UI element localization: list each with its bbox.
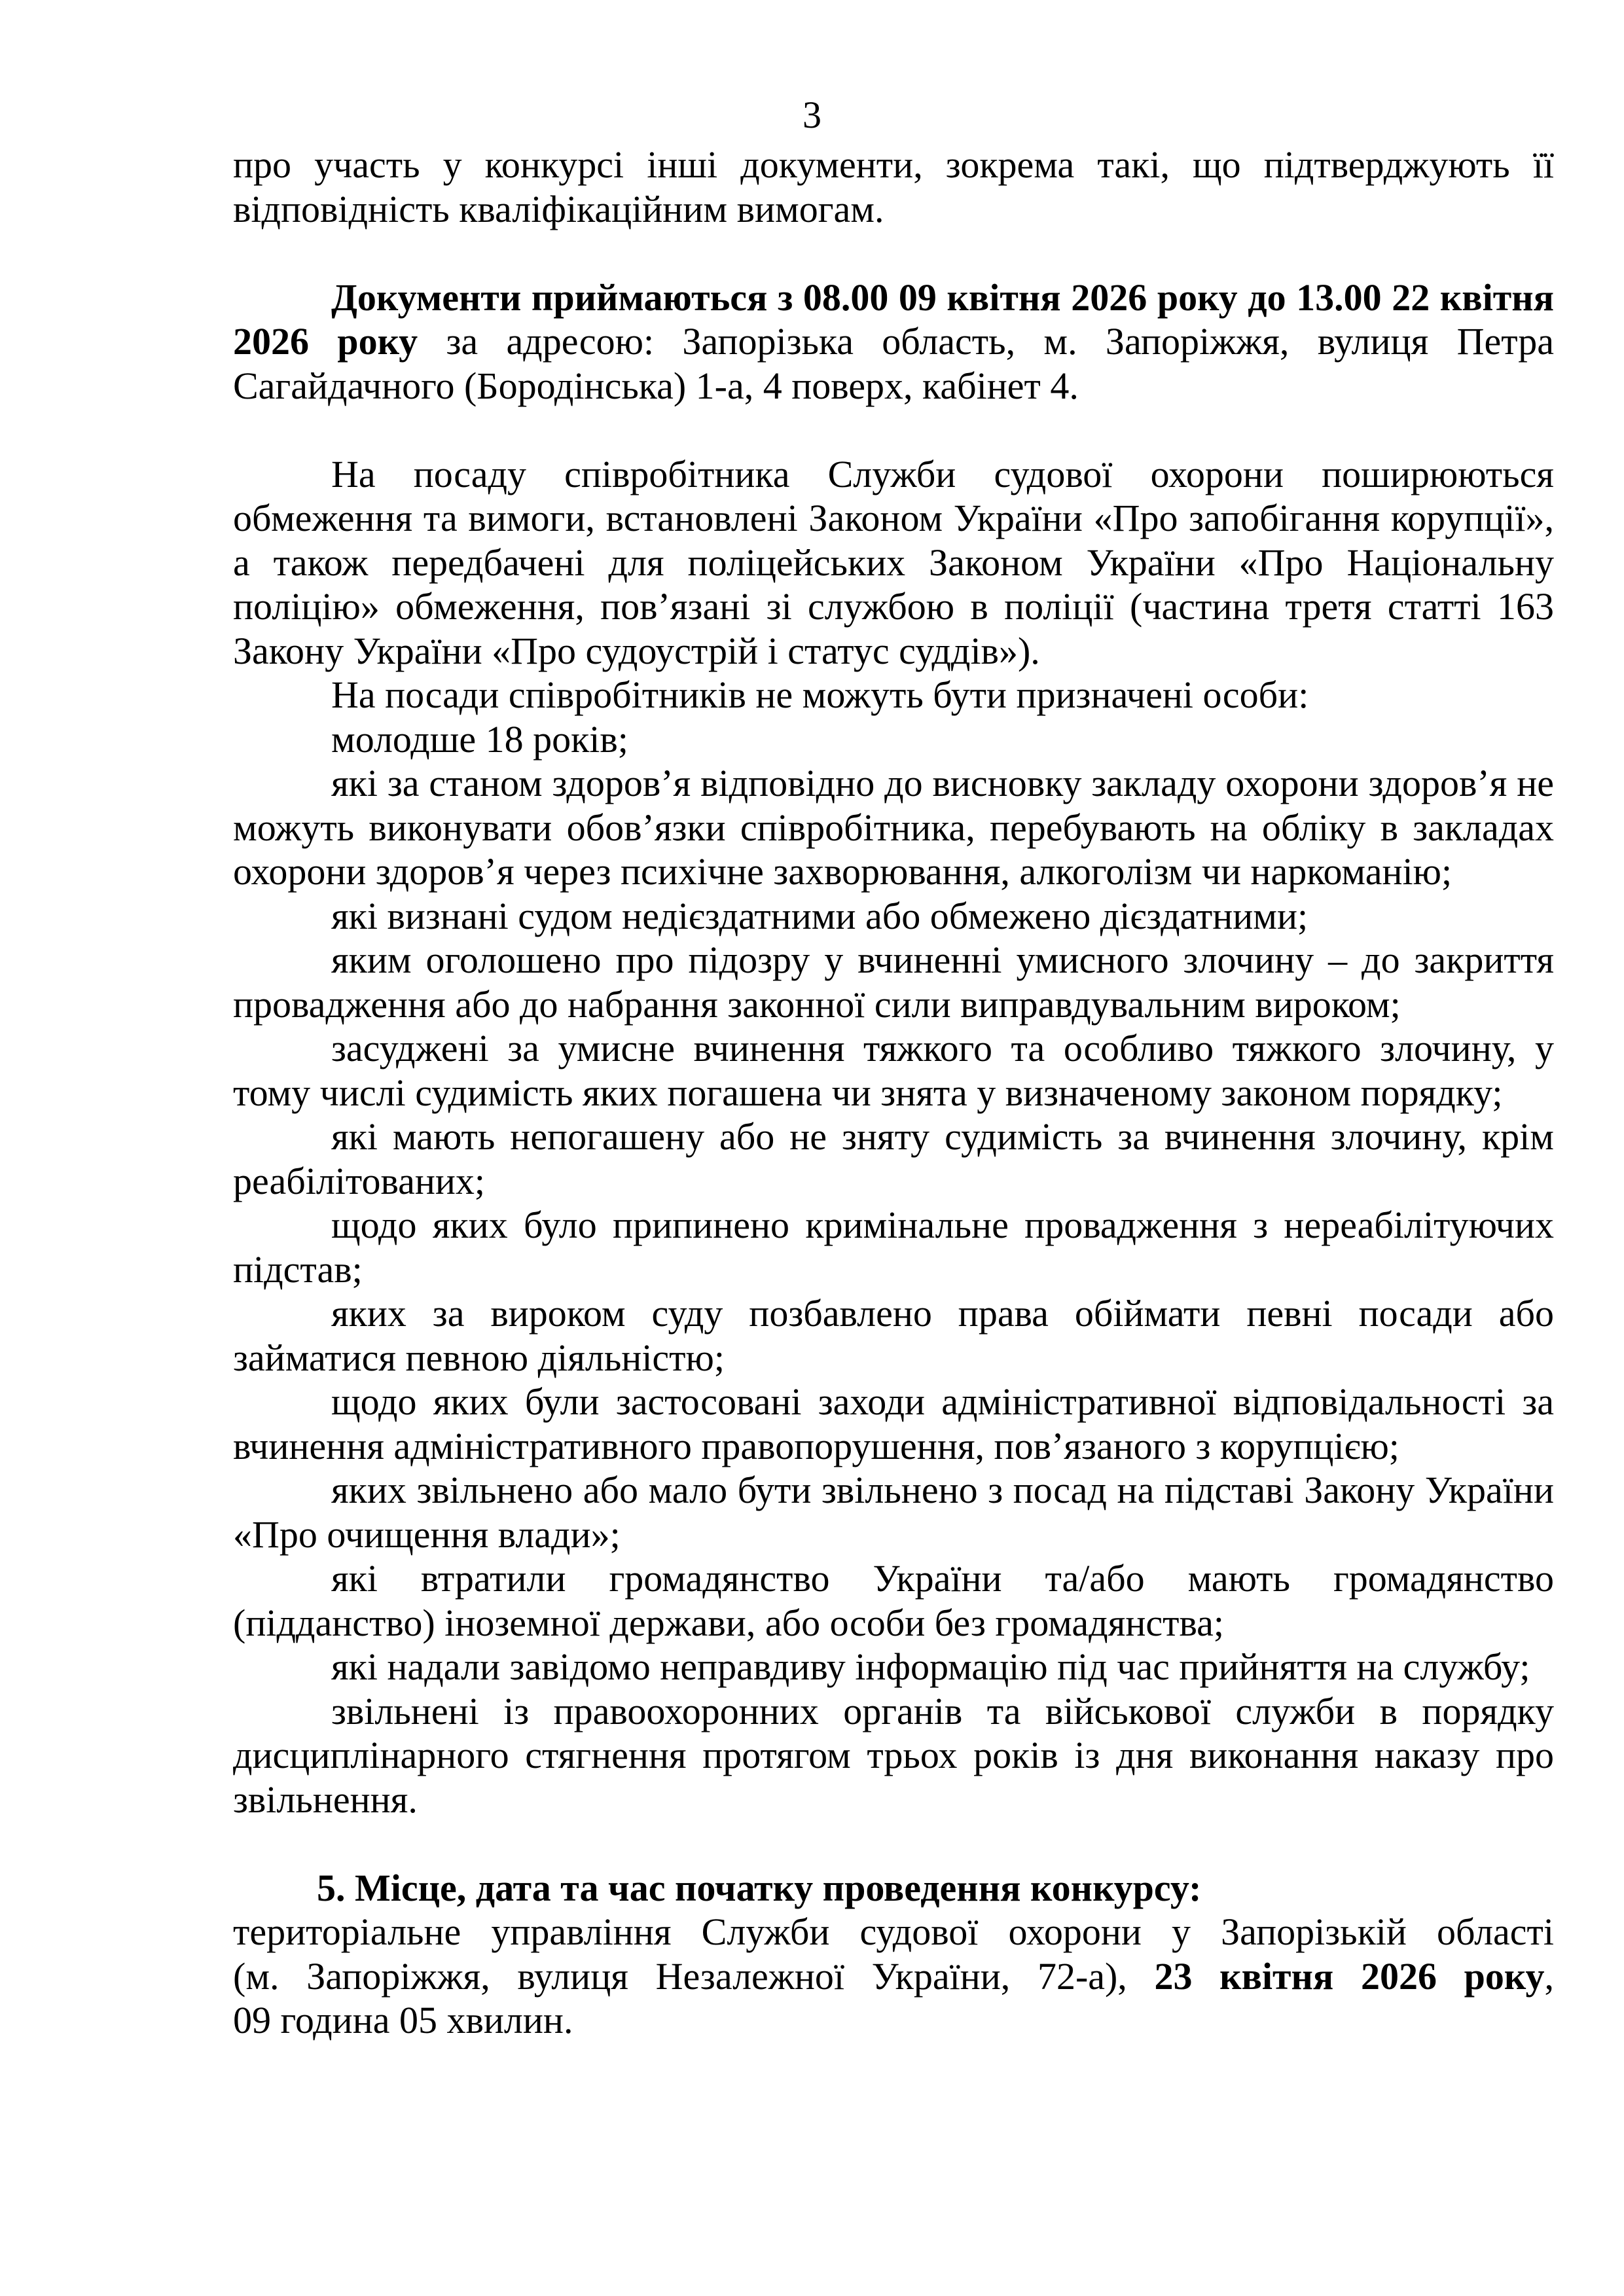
text-line (233, 850, 1554, 894)
text: На посади співробітників не можуть бути призначені особи: (331, 673, 1309, 716)
text: можуть виконувати обов’язки співробітника, перебувають на обліку в закладах (233, 806, 1554, 849)
text: засуджені за умисне вчинення тяжкого та особливо тяжкого злочину, у (331, 1027, 1554, 1069)
text-line (233, 584, 1554, 629)
text-line (233, 1556, 1554, 1601)
text: які втратили громадянство України та/або мають громадянство (331, 1557, 1554, 1600)
text-line (233, 319, 1554, 364)
text-line (233, 717, 1554, 762)
text-line (233, 1247, 1554, 1292)
text-line (233, 1115, 1554, 1159)
text-line (233, 1380, 1554, 1424)
bold-text: Документи приймаються з 08.00 09 квітня 2026 року до 13.00 22 квітня (331, 276, 1554, 319)
text: звільнені із правоохоронних органів та військової служби в порядку (331, 1689, 1554, 1732)
blank-line (233, 408, 1554, 452)
text: про участь у конкурсі інші документи, зокрема такі, що підтверджують її (233, 143, 1554, 186)
document-body (233, 143, 1554, 2043)
text-line (233, 1336, 1554, 1380)
text: які визнані судом недієздатними або обмежено дієздатними; (331, 894, 1308, 937)
text-line (233, 673, 1554, 717)
text-line (233, 1071, 1554, 1115)
text: Закону України «Про судоустрій і статус суддів»). (233, 629, 1040, 672)
text-line (233, 629, 1554, 673)
text-line (233, 938, 1554, 982)
text: реабілітованих; (233, 1159, 486, 1202)
text: «Про очищення влади»; (233, 1513, 621, 1556)
text-line (233, 1866, 1554, 1910)
text-line (233, 496, 1554, 541)
text: звільнення. (233, 1778, 418, 1821)
text: які надали завідомо неправдиву інформацію під час прийняття на службу; (331, 1645, 1530, 1688)
page-number: 3 (803, 94, 821, 136)
blank-line (233, 1821, 1554, 1866)
text-line (233, 1424, 1554, 1469)
text: 09 година 05 хвилин. (233, 1999, 573, 2041)
text: На посаду співробітника Служби судової охорони поширюються (331, 452, 1554, 495)
text: охорони здоров’я через психічне захворювання, алкоголізм чи наркоманію; (233, 850, 1453, 893)
text: Сагайдачного (Бородінська) 1-а, 4 поверх, кабінет 4. (233, 364, 1079, 407)
text-line (233, 1291, 1554, 1336)
text: яких за вироком суду позбавлено права обіймати певні посади або (331, 1292, 1554, 1335)
bold-text: 23 квітня 2026 року (1154, 1954, 1545, 1998)
text-line (233, 541, 1554, 585)
text: провадження або до набрання законної сили виправдувальним вироком; (233, 982, 1401, 1026)
text: щодо яких було припинено кримінальне провадження з нереабілітуючих (331, 1204, 1554, 1246)
text-line (233, 982, 1554, 1027)
text: територіальне управління Служби судової охорони у Запорізькій області (233, 1910, 1554, 1953)
text-line (233, 894, 1554, 939)
text: які мають непогашену або не зняту судимість за вчинення злочину, крім (331, 1115, 1554, 1158)
text-line (233, 1159, 1554, 1204)
text-line (233, 1601, 1554, 1645)
text: яким оголошено про підозру у вчиненні умисного злочину – до закриття (331, 939, 1554, 981)
text-line (233, 1910, 1554, 1954)
text-line (233, 452, 1554, 497)
text-line (233, 1203, 1554, 1247)
text-line (233, 1026, 1554, 1071)
text: дисциплінарного стягнення протягом трьох років із дня виконання наказу про (233, 1734, 1554, 1776)
text: займатися певною діяльністю; (233, 1336, 725, 1379)
text-line (233, 187, 1554, 232)
bold-text: 5. Місце, дата та час початку проведення конкурсу: (317, 1866, 1202, 1909)
text-line (233, 364, 1554, 408)
text: вчинення адміністративного правопорушення, пов’язаного з корупцією; (233, 1424, 1399, 1467)
text-line (233, 276, 1554, 320)
text: (м. Запоріжжя, вулиця Незалежної України, 72-а), (233, 1954, 1155, 1998)
text: а також передбачені для поліцейських Законом України «Про Національну (233, 541, 1554, 584)
text-line (233, 806, 1554, 850)
text: за адресою: Запорізька область, м. Запоріжжя, вулиця Петра (418, 320, 1554, 363)
text-line (233, 1513, 1554, 1557)
text: тому числі судимість яких погашена чи знята у визначеному законом порядку; (233, 1071, 1503, 1114)
text-line (233, 1778, 1554, 1822)
text-line (233, 1468, 1554, 1513)
bold-text: 2026 року (233, 320, 418, 363)
text: яких звільнено або мало бути звільнено з посад на підставі Закону України (331, 1469, 1554, 1511)
text: обмеження та вимоги, встановлені Законом України «Про запобігання корупції», (233, 497, 1554, 539)
text: які за станом здоров’я відповідно до висновку закладу охорони здоров’я не (331, 762, 1554, 804)
text-line (233, 1689, 1554, 1734)
text-line (233, 1998, 1554, 2043)
text: поліцію» обмеження, пов’язані зі службою в поліції (частина третя статті 163 (233, 585, 1554, 628)
text: щодо яких були застосовані заходи адміністративної відповідальності за (331, 1380, 1554, 1423)
text: відповідність кваліфікаційним вимогам. (233, 187, 884, 230)
blank-line (233, 231, 1554, 276)
text: , (1544, 1954, 1554, 1998)
text-line (233, 1954, 1554, 1999)
text-line (233, 761, 1554, 806)
text: молодше 18 років; (331, 717, 628, 761)
text-line (233, 1645, 1554, 1689)
text: (підданство) іноземної держави, або особи без громадянства; (233, 1601, 1224, 1644)
text-line (233, 143, 1554, 187)
text-line (233, 1733, 1554, 1778)
text: підстав; (233, 1247, 363, 1291)
